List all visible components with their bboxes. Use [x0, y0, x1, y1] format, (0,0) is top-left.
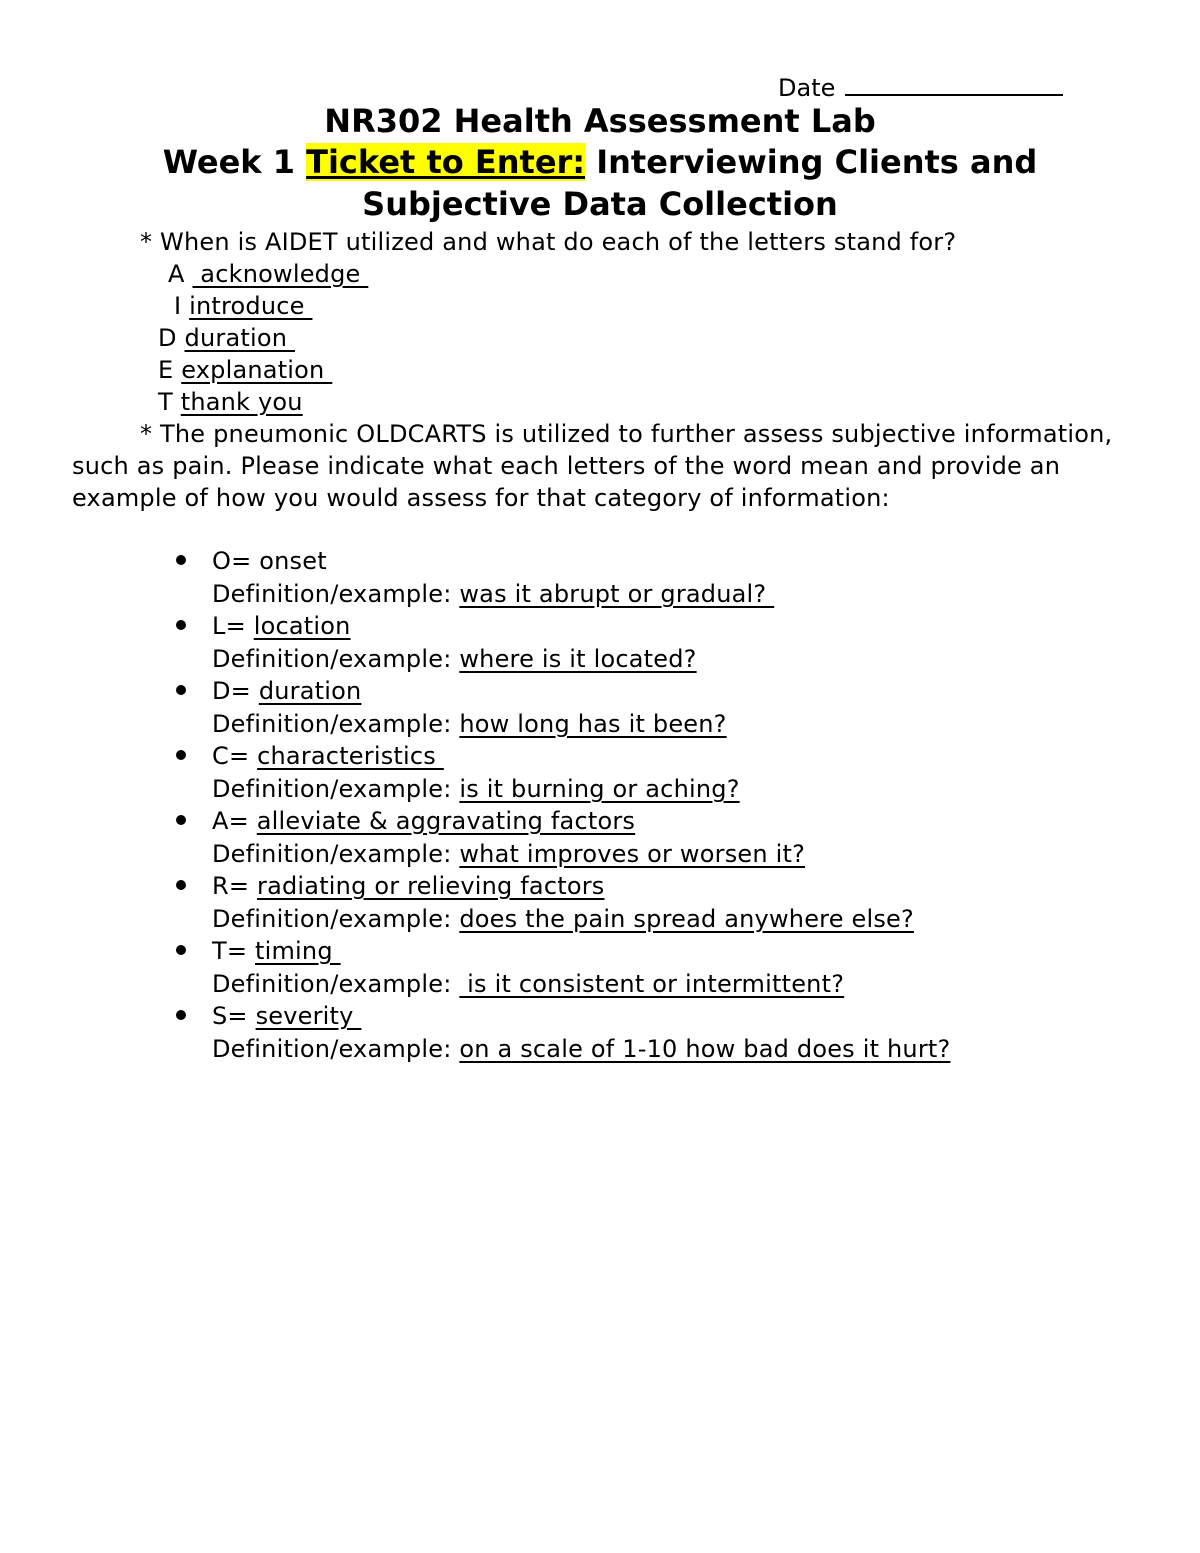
oldcarts-item [0, 675, 1200, 740]
oldcarts-term: timing [255, 937, 341, 965]
definition-label: Definition/example: [212, 775, 452, 803]
bullet-icon [176, 750, 186, 760]
definition-label: Definition/example: [212, 710, 452, 738]
oldcarts-term-line [212, 1000, 361, 1032]
aidet-answer: acknowledge [192, 260, 369, 288]
oldcarts-item [0, 1000, 1200, 1065]
aidet-question: * When is AIDET utilized and what do each of the letters stand for? [140, 228, 957, 256]
aidet-letter: A [168, 260, 185, 288]
oldcarts-term: severity [255, 1002, 362, 1030]
aidet-item-i [174, 290, 312, 322]
bullet-icon [176, 1010, 186, 1020]
oldcarts-term-line [212, 805, 635, 837]
oldcarts-term-line [212, 545, 327, 577]
aidet-answer: duration [184, 324, 295, 352]
definition-label: Definition/example: [212, 580, 452, 608]
definition-example-answer: on a scale of 1-10 how bad does it hurt? [459, 1035, 951, 1063]
oldcarts-term-line [212, 870, 605, 902]
definition-example-answer: where is it located? [459, 645, 697, 673]
aidet-letter: E [158, 356, 174, 384]
bullet-icon [176, 620, 186, 630]
definition-example-answer: how long has it been? [459, 710, 727, 738]
oldcarts-term: alleviate & aggravating factors [256, 807, 636, 835]
oldcarts-term: radiating or relieving factors [257, 872, 605, 900]
oldcarts-intro-text: * The pneumonic OLDCARTS is utilized to further assess subjective information, such as pain. Please indicate what each letters of the word mean and provide an example of how you would assess for that category of information: [72, 420, 1113, 512]
subtitle-prefix: Week 1 [162, 143, 307, 181]
document-subtitle-line1 [0, 143, 1200, 181]
date-label: Date [778, 74, 836, 102]
oldcarts-term: duration [258, 677, 362, 705]
oldcarts-intro [72, 418, 1132, 514]
bullet-icon [176, 685, 186, 695]
oldcarts-definition-line [212, 773, 740, 805]
oldcarts-item [0, 545, 1200, 610]
aidet-letter: D [158, 324, 177, 352]
oldcarts-letter: D= [212, 677, 259, 705]
oldcarts-term: location [253, 612, 351, 640]
date-row [778, 70, 1063, 105]
definition-example-answer: what improves or worsen it? [459, 840, 806, 868]
oldcarts-definition-line [212, 838, 805, 870]
oldcarts-letter: C= [212, 742, 258, 770]
aidet-letter: T [158, 388, 173, 416]
aidet-answer: explanation [181, 356, 333, 384]
subtitle-suffix: Interviewing Clients and [585, 143, 1038, 181]
aidet-item-a [168, 258, 368, 290]
oldcarts-term: onset [259, 547, 327, 575]
document-title: NR302 Health Assessment Lab [324, 102, 876, 140]
aidet-answer: thank you [180, 388, 303, 416]
aidet-item-t [158, 386, 303, 418]
oldcarts-definition-line [212, 578, 774, 610]
oldcarts-letter: T= [212, 937, 255, 965]
oldcarts-definition-line [212, 708, 727, 740]
definition-label: Definition/example: [212, 840, 452, 868]
definition-example-answer: was it abrupt or gradual? [459, 580, 775, 608]
oldcarts-letter: R= [212, 872, 258, 900]
oldcarts-item [0, 935, 1200, 1000]
oldcarts-item [0, 610, 1200, 675]
oldcarts-item [0, 870, 1200, 935]
bullet-icon [176, 815, 186, 825]
definition-label: Definition/example: [212, 905, 452, 933]
oldcarts-letter: L= [212, 612, 254, 640]
date-blank-line [845, 70, 1063, 96]
oldcarts-letter: S= [212, 1002, 256, 1030]
oldcarts-term-line [212, 675, 361, 707]
definition-label: Definition/example: [212, 1035, 452, 1063]
oldcarts-item [0, 740, 1200, 805]
aidet-item-d [158, 322, 295, 354]
definition-example-answer: does the pain spread anywhere else? [459, 905, 914, 933]
oldcarts-term-line [212, 935, 341, 967]
oldcarts-definition-line [212, 903, 914, 935]
definition-example-answer: is it consistent or intermittent? [459, 970, 845, 998]
oldcarts-letter: O= [212, 547, 260, 575]
definition-example-answer: is it burning or aching? [459, 775, 740, 803]
definition-label: Definition/example: [212, 970, 452, 998]
oldcarts-definition-line [212, 968, 844, 1000]
document-subtitle-line2: Subjective Data Collection [362, 185, 838, 223]
aidet-letter: I [174, 292, 182, 320]
oldcarts-term-line [212, 740, 444, 772]
oldcarts-term-line [212, 610, 351, 642]
oldcarts-letter: A= [212, 807, 257, 835]
bullet-icon [176, 945, 186, 955]
oldcarts-definition-line [212, 643, 697, 675]
ticket-to-enter-highlight: Ticket to Enter: [306, 143, 586, 181]
aidet-item-e [158, 354, 332, 386]
bullet-icon [176, 555, 186, 565]
definition-label: Definition/example: [212, 645, 452, 673]
aidet-answer: introduce [189, 292, 313, 320]
oldcarts-term: characteristics [257, 742, 444, 770]
oldcarts-item [0, 805, 1200, 870]
oldcarts-definition-line [212, 1033, 950, 1065]
bullet-icon [176, 880, 186, 890]
